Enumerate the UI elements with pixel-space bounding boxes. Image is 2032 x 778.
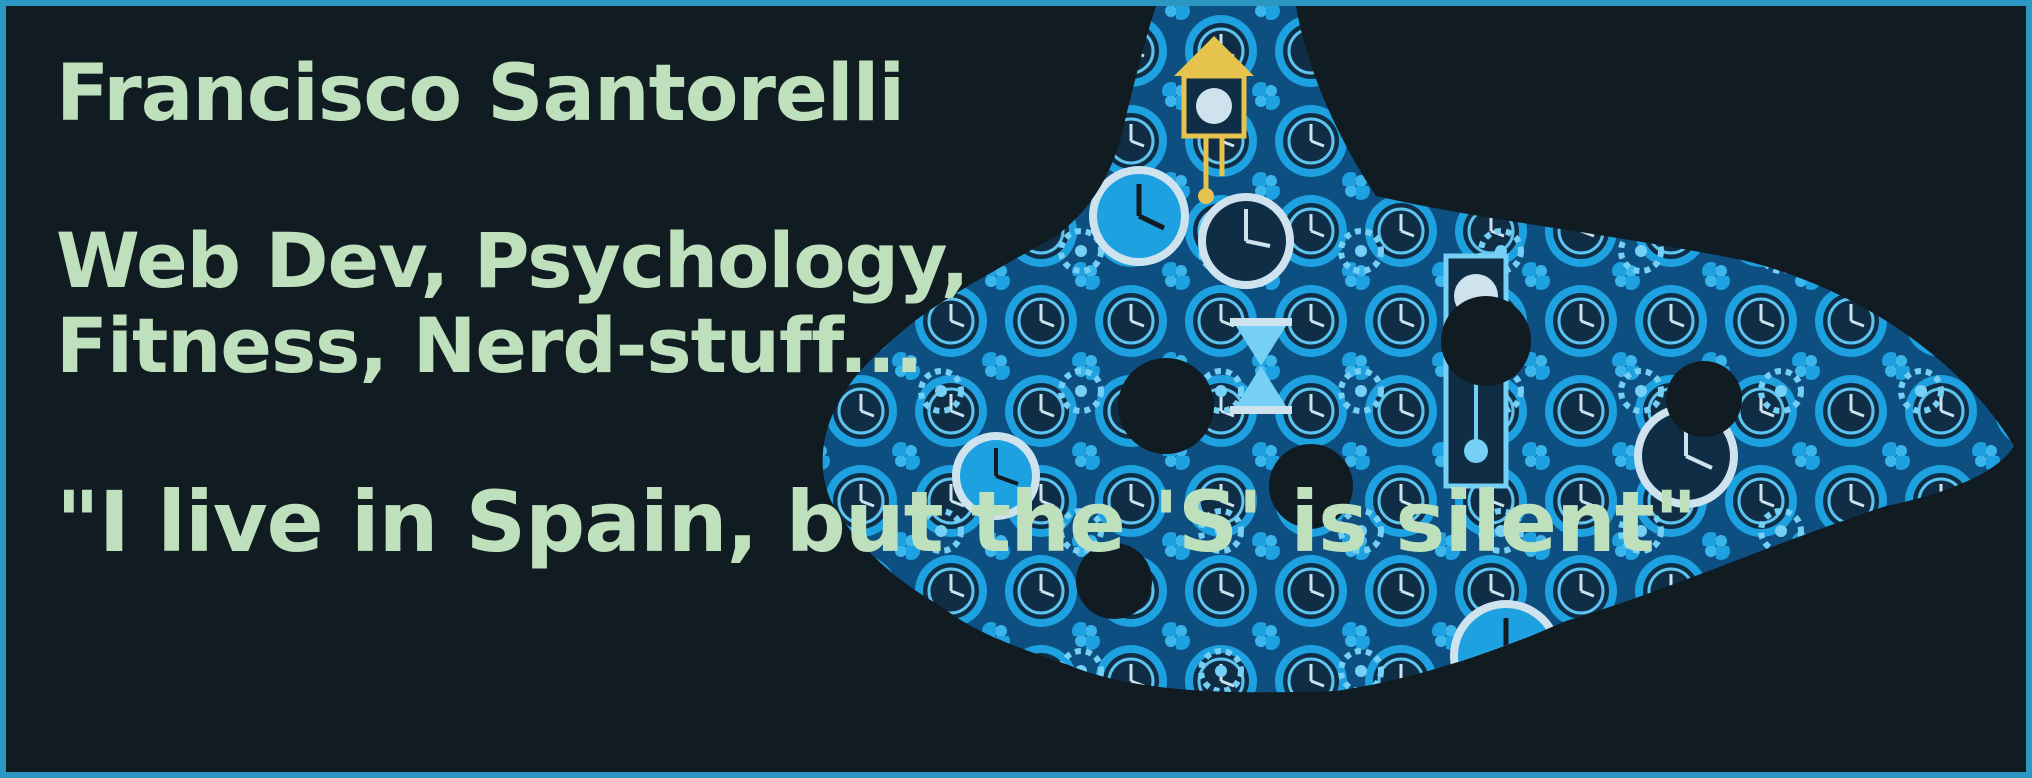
profile-tagline [56, 215, 1697, 390]
intro-text-block [56, 49, 1697, 572]
tagline-line-1: Web Dev, Psychology, [56, 215, 969, 305]
profile-quote: "I live in Spain, but the 'S' is silent" [56, 473, 1697, 572]
clock-face-icon [1450, 600, 1562, 712]
tagline-line-2: Fitness, Nerd-stuff... [56, 301, 923, 390]
profile-name: Francisco Santorelli [56, 49, 905, 139]
